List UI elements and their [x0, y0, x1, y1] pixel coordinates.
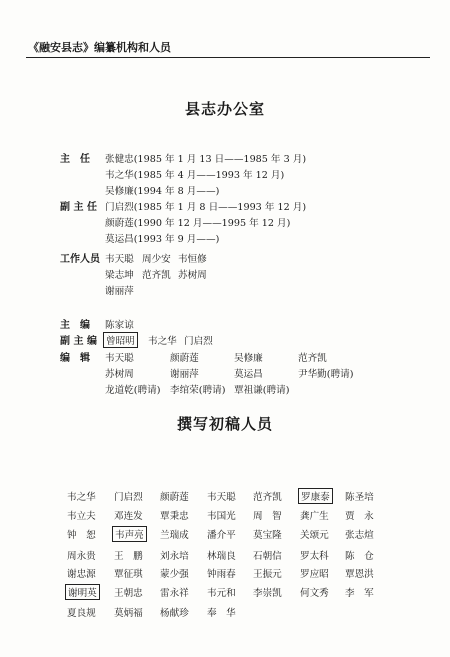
- chief-editor-label: 主 编: [60, 320, 90, 331]
- staff-name: 韦天聪: [105, 254, 134, 265]
- writer-name: 邓连发: [114, 511, 143, 522]
- writer-name: 刘永培: [160, 551, 189, 562]
- staff-name: 梁志坤: [105, 270, 134, 281]
- writer-name: 龚广生: [300, 511, 329, 522]
- writer-name: 罗康泰: [298, 488, 333, 504]
- writer-name: 覃秉忠: [160, 511, 189, 522]
- writer-name: 韦国光: [207, 511, 236, 522]
- staff-name: 周少安: [142, 254, 171, 265]
- editor-name: 覃祖谦(聘请): [234, 385, 290, 396]
- director-entry: 韦之华(1985 年 4 月——1993 年 12 月): [105, 170, 285, 181]
- director-entry: 张健忠(1985 年 1 月 13 日——1985 年 3 月): [105, 154, 307, 165]
- writer-name: 韦声亮: [112, 526, 147, 542]
- writer-name: 颜蔚莲: [160, 492, 189, 503]
- writer-name: 莫炳福: [114, 608, 143, 619]
- office-section-title: 县志办公室: [184, 100, 265, 118]
- deputy-editor-name: 门启烈: [184, 336, 213, 347]
- writer-name: 罗应昭: [300, 569, 329, 580]
- writers-section-title: 撰写初稿人员: [176, 415, 273, 433]
- writer-name: 韦之华: [67, 492, 96, 503]
- writer-name: 何文秀: [300, 588, 329, 599]
- editor-name: 范齐凯: [298, 353, 327, 364]
- deputy-director-entry: 门启烈(1985 年 1 月 8 日——1993 年 12 月): [105, 202, 307, 213]
- writer-name: 李 军: [345, 588, 374, 599]
- header-rule: [26, 57, 430, 58]
- editor-name: 谢丽萍: [170, 369, 199, 380]
- page-header: 《融安县志》编纂机构和人员: [28, 41, 171, 54]
- deputy-editor-label: 副 主 编: [60, 336, 97, 347]
- editor-name: 吴修廉: [234, 353, 263, 364]
- deputy-editor-name: 曾昭明: [103, 332, 138, 348]
- deputy-editor-name: 韦之华: [148, 336, 177, 347]
- writer-name: 钟 恕: [67, 530, 96, 541]
- writer-name: 李崇凯: [253, 588, 282, 599]
- deputy-director-entry: 莫运昌(1993 年 9 月——): [105, 234, 220, 245]
- writer-name: 奉 华: [207, 608, 236, 619]
- writer-name: 罗太科: [300, 551, 329, 562]
- writer-name: 韦元和: [207, 588, 236, 599]
- writer-name: 覃征琪: [114, 569, 143, 580]
- editor-name: 莫运昌: [234, 369, 263, 380]
- staff-name: 苏树周: [178, 270, 207, 281]
- editor-name: 苏树周: [105, 369, 134, 380]
- writer-name: 韦天聪: [207, 492, 236, 503]
- writer-name: 雷永祥: [160, 588, 189, 599]
- writer-name: 王朝忠: [114, 588, 143, 599]
- writer-name: 覃恩洪: [345, 569, 374, 580]
- writer-name: 周永贵: [67, 551, 96, 562]
- writer-name: 范齐凯: [253, 492, 282, 503]
- writer-name: 陈 仓: [345, 551, 374, 562]
- writer-name: 谢明英: [65, 584, 100, 600]
- editor-name: 颜蔚莲: [170, 353, 199, 364]
- writer-name: 张志煊: [345, 530, 374, 541]
- writer-name: 王振元: [253, 569, 282, 580]
- deputy-director-entry: 颜蔚莲(1990 年 12 月——1995 年 12 月): [105, 218, 291, 229]
- editor-name: 李绾荣(聘请): [170, 385, 226, 396]
- staff-label: 工作人员: [60, 254, 100, 265]
- writer-name: 谢忠源: [67, 569, 96, 580]
- writer-name: 陈圣培: [345, 492, 374, 503]
- chief-editor-name: 陈家谅: [105, 320, 134, 331]
- staff-name: 谢丽萍: [105, 286, 134, 297]
- writer-name: 石朝信: [253, 551, 282, 562]
- staff-name: 范齐凯: [142, 270, 171, 281]
- director-entry: 吴修廉(1994 年 8 月——): [105, 186, 220, 197]
- writer-name: 林瑞良: [207, 551, 236, 562]
- deputy-director-label: 副 主 任: [60, 202, 97, 213]
- writer-name: 潘介平: [207, 530, 236, 541]
- writer-name: 夏良规: [67, 608, 96, 619]
- writer-name: 周 智: [253, 511, 282, 522]
- editor-name: 尹华勤(聘请): [298, 369, 354, 380]
- editor-name: 龙道乾(聘请): [105, 385, 161, 396]
- writer-name: 兰瑞成: [160, 530, 189, 541]
- writer-name: 关颂元: [300, 530, 329, 541]
- writer-name: 钟雨春: [207, 569, 236, 580]
- writer-name: 莫宝隆: [253, 530, 282, 541]
- director-label: 主 任: [60, 154, 90, 165]
- writer-name: 杨献珍: [160, 608, 189, 619]
- staff-name: 韦恒修: [178, 254, 207, 265]
- editor-name: 韦天聪: [105, 353, 134, 364]
- writer-name: 蒙少强: [160, 569, 189, 580]
- writer-name: 韦立夫: [67, 511, 96, 522]
- editor-label: 编 辑: [60, 353, 90, 364]
- writer-name: 王 鹏: [114, 551, 143, 562]
- writer-name: 门启烈: [114, 492, 143, 503]
- writer-name: 贾 永: [345, 511, 374, 522]
